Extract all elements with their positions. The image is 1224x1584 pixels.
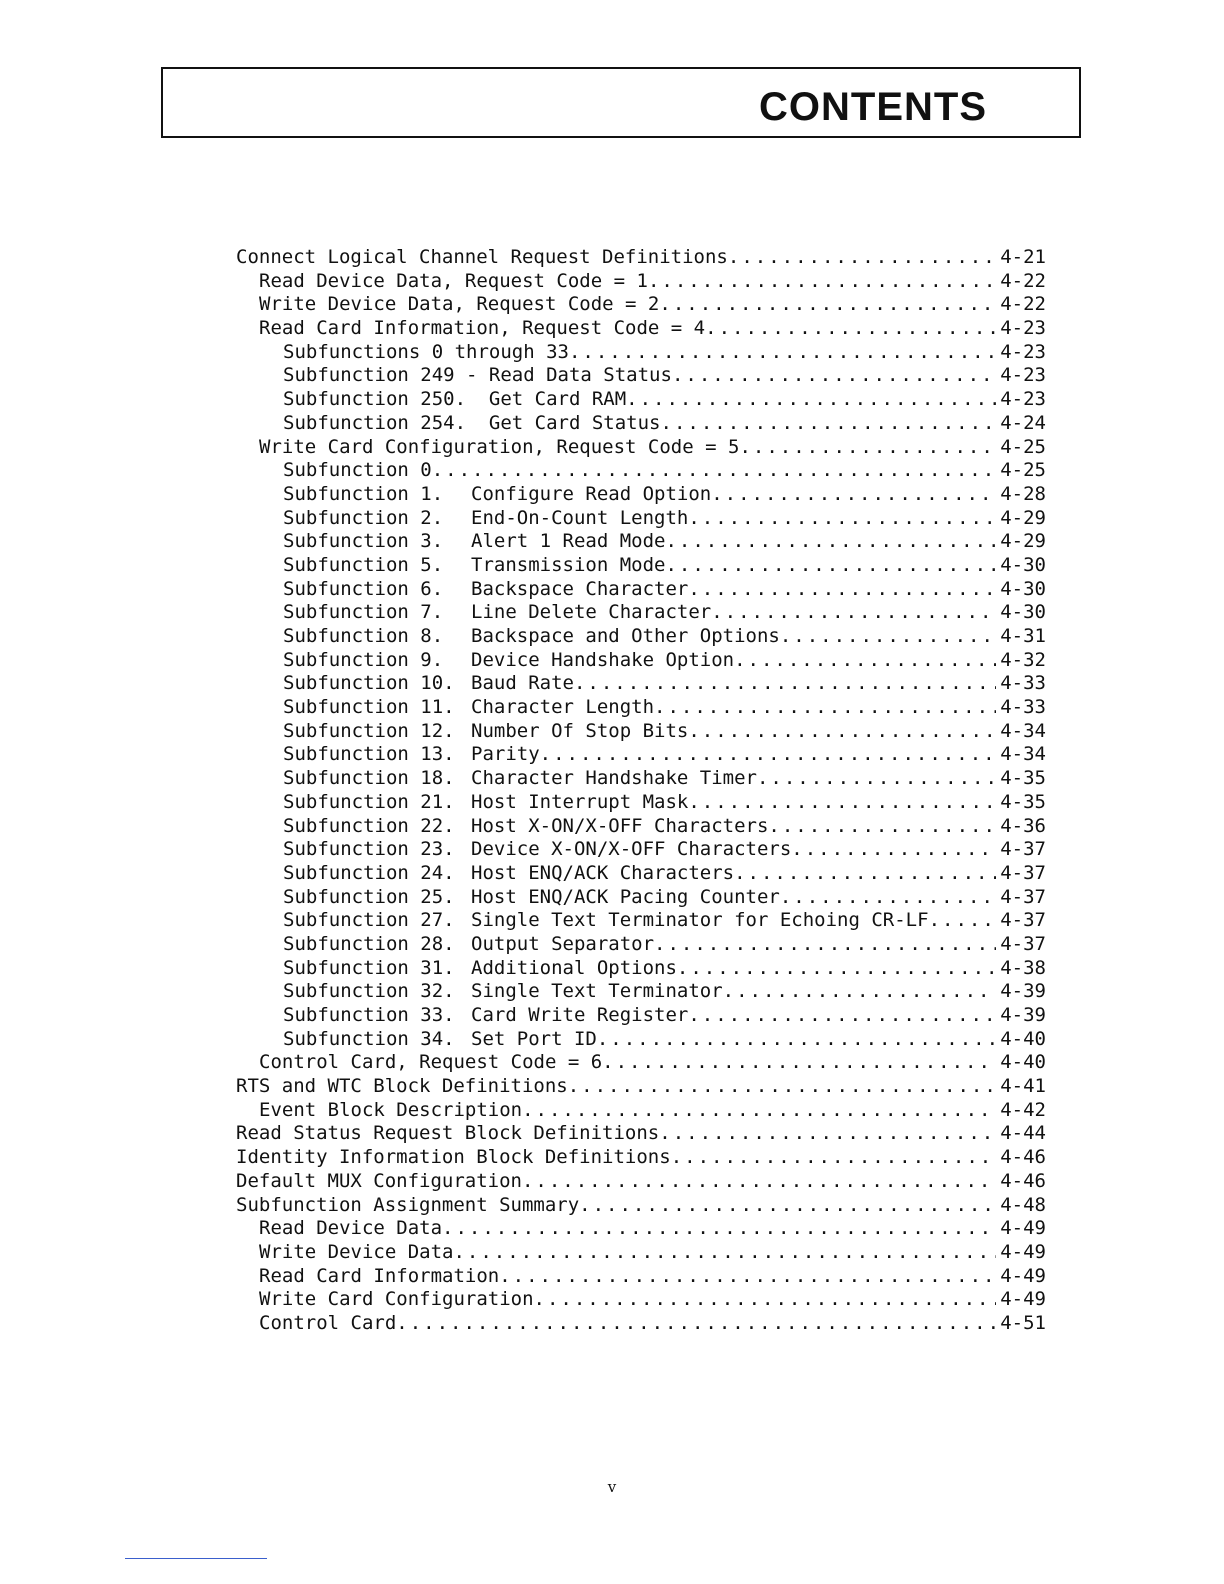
page-number: v bbox=[607, 1478, 617, 1496]
toc-entry-title: Single Text Terminator for Echoing CR-LF bbox=[471, 909, 929, 932]
toc-entry-title: Character Length bbox=[471, 696, 655, 719]
toc-entry-title: Configure Read Option bbox=[471, 482, 712, 505]
dot-leader bbox=[659, 1122, 996, 1146]
toc-entry-number: Subfunction 23. bbox=[283, 838, 455, 861]
toc-entry-title: Number Of Stop Bits bbox=[471, 719, 689, 742]
toc-entry bbox=[236, 270, 1046, 294]
toc-entry-number: Subfunction 6. bbox=[283, 577, 444, 600]
toc-entry bbox=[236, 1099, 1046, 1123]
toc-entry bbox=[236, 436, 1046, 460]
toc-entry bbox=[236, 1028, 1046, 1052]
toc-entry-page: 4-49 bbox=[1000, 1264, 1046, 1287]
toc-entry bbox=[236, 1265, 1046, 1289]
dot-leader bbox=[432, 459, 997, 483]
toc-entry-page: 4-44 bbox=[1000, 1122, 1046, 1145]
toc-entry-page: 4-37 bbox=[1000, 909, 1046, 932]
toc-entry bbox=[236, 578, 1046, 602]
dot-leader bbox=[734, 649, 996, 673]
toc-entry-number: Subfunction 8. bbox=[283, 625, 444, 647]
toc-entry bbox=[236, 1122, 1046, 1146]
toc-entry bbox=[236, 767, 1046, 791]
toc-entry bbox=[236, 412, 1046, 436]
toc-entry-title: Host ENQ/ACK Characters bbox=[471, 861, 735, 884]
dot-leader bbox=[688, 507, 996, 531]
toc-entry-number: Subfunction 21. bbox=[283, 790, 455, 813]
toc-entry bbox=[236, 1217, 1046, 1241]
toc-entry-page: 4-49 bbox=[1000, 1288, 1046, 1311]
toc-entry bbox=[236, 1194, 1046, 1218]
toc-entry bbox=[236, 886, 1046, 910]
toc-entry-number: Subfunction 28. bbox=[283, 932, 455, 955]
toc-entry bbox=[236, 862, 1046, 886]
toc-entry-page: 4-23 bbox=[1000, 317, 1046, 340]
toc-entry-page: 4-22 bbox=[1000, 293, 1046, 316]
dot-leader bbox=[442, 1217, 996, 1241]
dot-leader bbox=[705, 317, 996, 341]
dot-leader bbox=[540, 743, 997, 767]
toc-entry-title: Identity Information Block Definitions bbox=[236, 1146, 671, 1169]
dot-leader bbox=[602, 1051, 996, 1075]
toc-entry-number: Subfunction 5. bbox=[283, 553, 444, 576]
toc-entry-title: Subfunction 254. Get Card Status bbox=[283, 411, 661, 434]
toc-entry-number: Subfunction 27. bbox=[283, 909, 455, 932]
toc-entry bbox=[236, 696, 1046, 720]
dot-leader bbox=[534, 1288, 997, 1312]
toc-entry-title: Event Block Description bbox=[259, 1098, 523, 1121]
toc-entry-page: 4-29 bbox=[1000, 506, 1046, 529]
toc-entry-number: Subfunction 24. bbox=[283, 861, 455, 884]
toc-entry bbox=[236, 507, 1046, 531]
toc-entry-title: End-On-Count Length bbox=[471, 506, 689, 529]
toc-entry-title: Backspace and Other Options bbox=[471, 625, 780, 647]
toc-entry-number: Subfunction 32. bbox=[283, 980, 455, 1003]
toc-entry-title: Read Card Information, Request Code = 4 bbox=[259, 317, 706, 340]
toc-entry-title: Set Port ID bbox=[471, 1027, 597, 1050]
toc-entry-number: Subfunction 9. bbox=[283, 648, 444, 671]
toc-entry-title: Read Device Data bbox=[259, 1217, 443, 1240]
toc-entry-page: 4-22 bbox=[1000, 269, 1046, 292]
toc-entry-page: 4-41 bbox=[1000, 1075, 1046, 1098]
toc-entry bbox=[236, 293, 1046, 317]
toc-entry-page: 4-39 bbox=[1000, 1004, 1046, 1026]
toc-entry bbox=[236, 341, 1046, 365]
toc-entry bbox=[236, 246, 1046, 270]
toc-entry-title: Control Card bbox=[259, 1311, 397, 1334]
toc-entry-page: 4-35 bbox=[1000, 790, 1046, 813]
toc-entry-title: Read Status Request Block Definitions bbox=[236, 1122, 660, 1145]
toc-entry bbox=[236, 1170, 1046, 1194]
toc-entry-number: Subfunction 33. bbox=[283, 1004, 455, 1026]
dot-leader bbox=[671, 1146, 997, 1170]
toc-entry bbox=[236, 815, 1046, 839]
toc-entry-page: 4-36 bbox=[1000, 814, 1046, 837]
toc-entry-page: 4-21 bbox=[1000, 246, 1046, 268]
dot-leader bbox=[659, 293, 996, 317]
toc-entry-number: Subfunction 13. bbox=[283, 743, 455, 766]
toc-entry-title: Backspace Character bbox=[471, 577, 689, 600]
dot-leader bbox=[396, 1312, 996, 1336]
toc-entry-title: Subfunction 249 - Read Data Status bbox=[283, 364, 672, 387]
toc-entry bbox=[236, 1312, 1046, 1336]
dot-leader bbox=[648, 270, 996, 294]
toc-entry-page: 4-34 bbox=[1000, 743, 1046, 766]
toc-entry bbox=[236, 554, 1046, 578]
toc-entry-title: Write Card Configuration bbox=[259, 1288, 534, 1311]
toc-entry-page: 4-33 bbox=[1000, 672, 1046, 695]
toc-entry bbox=[236, 530, 1046, 554]
toc-entry-number: Subfunction 25. bbox=[283, 885, 455, 908]
footer-rule bbox=[125, 1558, 267, 1559]
toc-entry-number: Subfunction 11. bbox=[283, 696, 455, 719]
toc-entry-page: 4-49 bbox=[1000, 1217, 1046, 1240]
toc-entry-page: 4-40 bbox=[1000, 1051, 1046, 1074]
toc-entry bbox=[236, 388, 1046, 412]
toc-entry bbox=[236, 720, 1046, 744]
dot-leader bbox=[768, 815, 996, 839]
toc-entry-page: 4-37 bbox=[1000, 861, 1046, 884]
toc-entry bbox=[236, 1288, 1046, 1312]
toc-entry-number: Subfunction 7. bbox=[283, 601, 444, 624]
toc-entry-page: 4-23 bbox=[1000, 340, 1046, 363]
dot-leader bbox=[522, 1170, 996, 1194]
toc-entry-title: Device X-ON/X-OFF Characters bbox=[471, 838, 792, 861]
dot-leader bbox=[522, 1099, 996, 1123]
toc-entry-title: Baud Rate bbox=[471, 672, 574, 695]
dot-leader bbox=[665, 554, 996, 578]
toc-entry-title: Read Card Information bbox=[259, 1264, 500, 1287]
toc-entry-page: 4-49 bbox=[1000, 1240, 1046, 1263]
toc-entry-page: 4-29 bbox=[1000, 530, 1046, 553]
toc-entry-title: Subfunctions 0 through 33 bbox=[283, 340, 569, 363]
toc-entry-title: Output Separator bbox=[471, 932, 655, 955]
toc-entry-page: 4-46 bbox=[1000, 1169, 1046, 1192]
toc-entry-title: Read Device Data, Request Code = 1 bbox=[259, 269, 648, 292]
dot-leader bbox=[677, 957, 996, 981]
toc-entry bbox=[236, 933, 1046, 957]
dot-leader bbox=[453, 1241, 996, 1265]
toc-entry bbox=[236, 601, 1046, 625]
toc-entry-page: 4-33 bbox=[1000, 696, 1046, 719]
toc-entry-page: 4-46 bbox=[1000, 1146, 1046, 1169]
toc-entry bbox=[236, 1051, 1046, 1075]
toc-entry bbox=[236, 909, 1046, 933]
toc-entry-title: Single Text Terminator bbox=[471, 980, 723, 1003]
toc-entry-number: Subfunction 2. bbox=[283, 506, 444, 529]
dot-leader bbox=[780, 625, 996, 649]
toc-entry-page: 4-25 bbox=[1000, 459, 1046, 482]
dot-leader bbox=[791, 838, 996, 862]
toc-entry-page: 4-30 bbox=[1000, 577, 1046, 600]
toc-entry bbox=[236, 838, 1046, 862]
toc-entry-page: 4-31 bbox=[1000, 625, 1046, 647]
toc-entry-page: 4-37 bbox=[1000, 932, 1046, 955]
dot-leader bbox=[672, 364, 996, 388]
dot-leader bbox=[734, 862, 996, 886]
toc-entry-page: 4-28 bbox=[1000, 482, 1046, 505]
dot-leader bbox=[597, 1028, 996, 1052]
dot-leader bbox=[579, 1194, 996, 1218]
dot-leader bbox=[711, 483, 996, 507]
dot-leader bbox=[929, 909, 997, 933]
toc-entry-title: Subfunction 250. Get Card RAM bbox=[283, 388, 627, 411]
toc-entry bbox=[236, 317, 1046, 341]
toc-entry-title: Character Handshake Timer bbox=[471, 767, 757, 790]
toc-entry-title: Control Card, Request Code = 6 bbox=[259, 1051, 603, 1074]
toc-entry-page: 4-39 bbox=[1000, 980, 1046, 1003]
toc-entry-page: 4-37 bbox=[1000, 885, 1046, 908]
page-title: CONTENTS bbox=[759, 85, 987, 129]
toc-entry-title: Host ENQ/ACK Pacing Counter bbox=[471, 885, 780, 908]
dot-leader bbox=[568, 1075, 997, 1099]
toc-entry bbox=[236, 980, 1046, 1004]
dot-leader bbox=[626, 388, 996, 412]
toc-entry-title: Write Device Data bbox=[259, 1240, 454, 1263]
dot-leader bbox=[654, 696, 996, 720]
toc-entry-page: 4-42 bbox=[1000, 1098, 1046, 1121]
toc-entry-number: Subfunction 22. bbox=[283, 814, 455, 837]
dot-leader bbox=[723, 980, 997, 1004]
toc-entry-title: Line Delete Character bbox=[471, 601, 712, 624]
toc-entry bbox=[236, 791, 1046, 815]
toc-entry bbox=[236, 625, 1046, 649]
toc-entry-title: Additional Options bbox=[471, 956, 677, 979]
dot-leader bbox=[688, 720, 996, 744]
toc-entry-page: 4-23 bbox=[1000, 388, 1046, 411]
toc-entry bbox=[236, 1241, 1046, 1265]
toc-entry-page: 4-30 bbox=[1000, 553, 1046, 576]
toc-entry-page: 4-30 bbox=[1000, 601, 1046, 624]
dot-leader bbox=[654, 933, 996, 957]
toc-entry-title: Alert 1 Read Mode bbox=[471, 530, 666, 553]
toc-entry-number: Subfunction 3. bbox=[283, 530, 444, 553]
dot-leader bbox=[688, 791, 996, 815]
toc-entry bbox=[236, 743, 1046, 767]
toc-entry-page: 4-23 bbox=[1000, 364, 1046, 387]
toc-entry-number: Subfunction 10. bbox=[283, 672, 455, 695]
toc-entry-title: Card Write Register bbox=[471, 1004, 689, 1026]
toc-entry-title: Write Device Data, Request Code = 2 bbox=[259, 293, 660, 316]
toc-entry-title: Host Interrupt Mask bbox=[471, 790, 689, 813]
toc-entry-page: 4-37 bbox=[1000, 838, 1046, 861]
dot-leader bbox=[665, 530, 996, 554]
dot-leader bbox=[569, 341, 996, 365]
toc-entry-title: Parity bbox=[471, 743, 540, 766]
dot-leader bbox=[757, 767, 996, 791]
toc-entry-title: Subfunction 0 bbox=[283, 459, 432, 482]
table-of-contents bbox=[236, 246, 1046, 1336]
toc-entry-page: 4-34 bbox=[1000, 719, 1046, 742]
toc-entry-number: Subfunction 31. bbox=[283, 956, 455, 979]
toc-entry-number: Subfunction 18. bbox=[283, 767, 455, 790]
toc-entry bbox=[236, 364, 1046, 388]
toc-entry-page: 4-32 bbox=[1000, 648, 1046, 671]
toc-entry-page: 4-51 bbox=[1000, 1311, 1046, 1334]
toc-entry bbox=[236, 459, 1046, 483]
dot-leader bbox=[711, 601, 996, 625]
toc-entry-title: Connect Logical Channel Request Definitions bbox=[236, 246, 728, 268]
toc-entry-title: Device Handshake Option bbox=[471, 648, 735, 671]
dot-leader bbox=[739, 436, 996, 460]
toc-entry bbox=[236, 649, 1046, 673]
dot-leader bbox=[780, 886, 996, 910]
toc-entry-number: Subfunction 12. bbox=[283, 719, 455, 742]
toc-entry-title: Write Card Configuration, Request Code = 5 bbox=[259, 435, 740, 458]
dot-leader bbox=[688, 578, 996, 602]
toc-entry-page: 4-38 bbox=[1000, 956, 1046, 979]
toc-entry-page: 4-40 bbox=[1000, 1027, 1046, 1050]
toc-entry-number: Subfunction 34. bbox=[283, 1027, 455, 1050]
toc-entry bbox=[236, 483, 1046, 507]
toc-entry-page: 4-24 bbox=[1000, 411, 1046, 434]
toc-entry-title: Transmission Mode bbox=[471, 553, 666, 576]
toc-entry-title: RTS and WTC Block Definitions bbox=[236, 1075, 568, 1098]
dot-leader bbox=[574, 672, 996, 696]
toc-entry-number: Subfunction 1. bbox=[283, 482, 444, 505]
dot-leader bbox=[688, 1004, 996, 1028]
toc-entry bbox=[236, 1004, 1046, 1028]
header-box bbox=[161, 67, 1081, 138]
toc-entry-page: 4-25 bbox=[1000, 435, 1046, 458]
toc-entry-page: 4-35 bbox=[1000, 767, 1046, 790]
toc-entry-title: Host X-ON/X-OFF Characters bbox=[471, 814, 769, 837]
toc-entry bbox=[236, 1146, 1046, 1170]
toc-entry bbox=[236, 957, 1046, 981]
toc-entry-title: Default MUX Configuration bbox=[236, 1169, 522, 1192]
dot-leader bbox=[728, 246, 996, 270]
toc-entry bbox=[236, 1075, 1046, 1099]
dot-leader bbox=[661, 412, 997, 436]
toc-entry bbox=[236, 672, 1046, 696]
toc-entry-page: 4-48 bbox=[1000, 1193, 1046, 1216]
toc-entry-title: Subfunction Assignment Summary bbox=[236, 1193, 580, 1216]
dot-leader bbox=[499, 1265, 996, 1289]
